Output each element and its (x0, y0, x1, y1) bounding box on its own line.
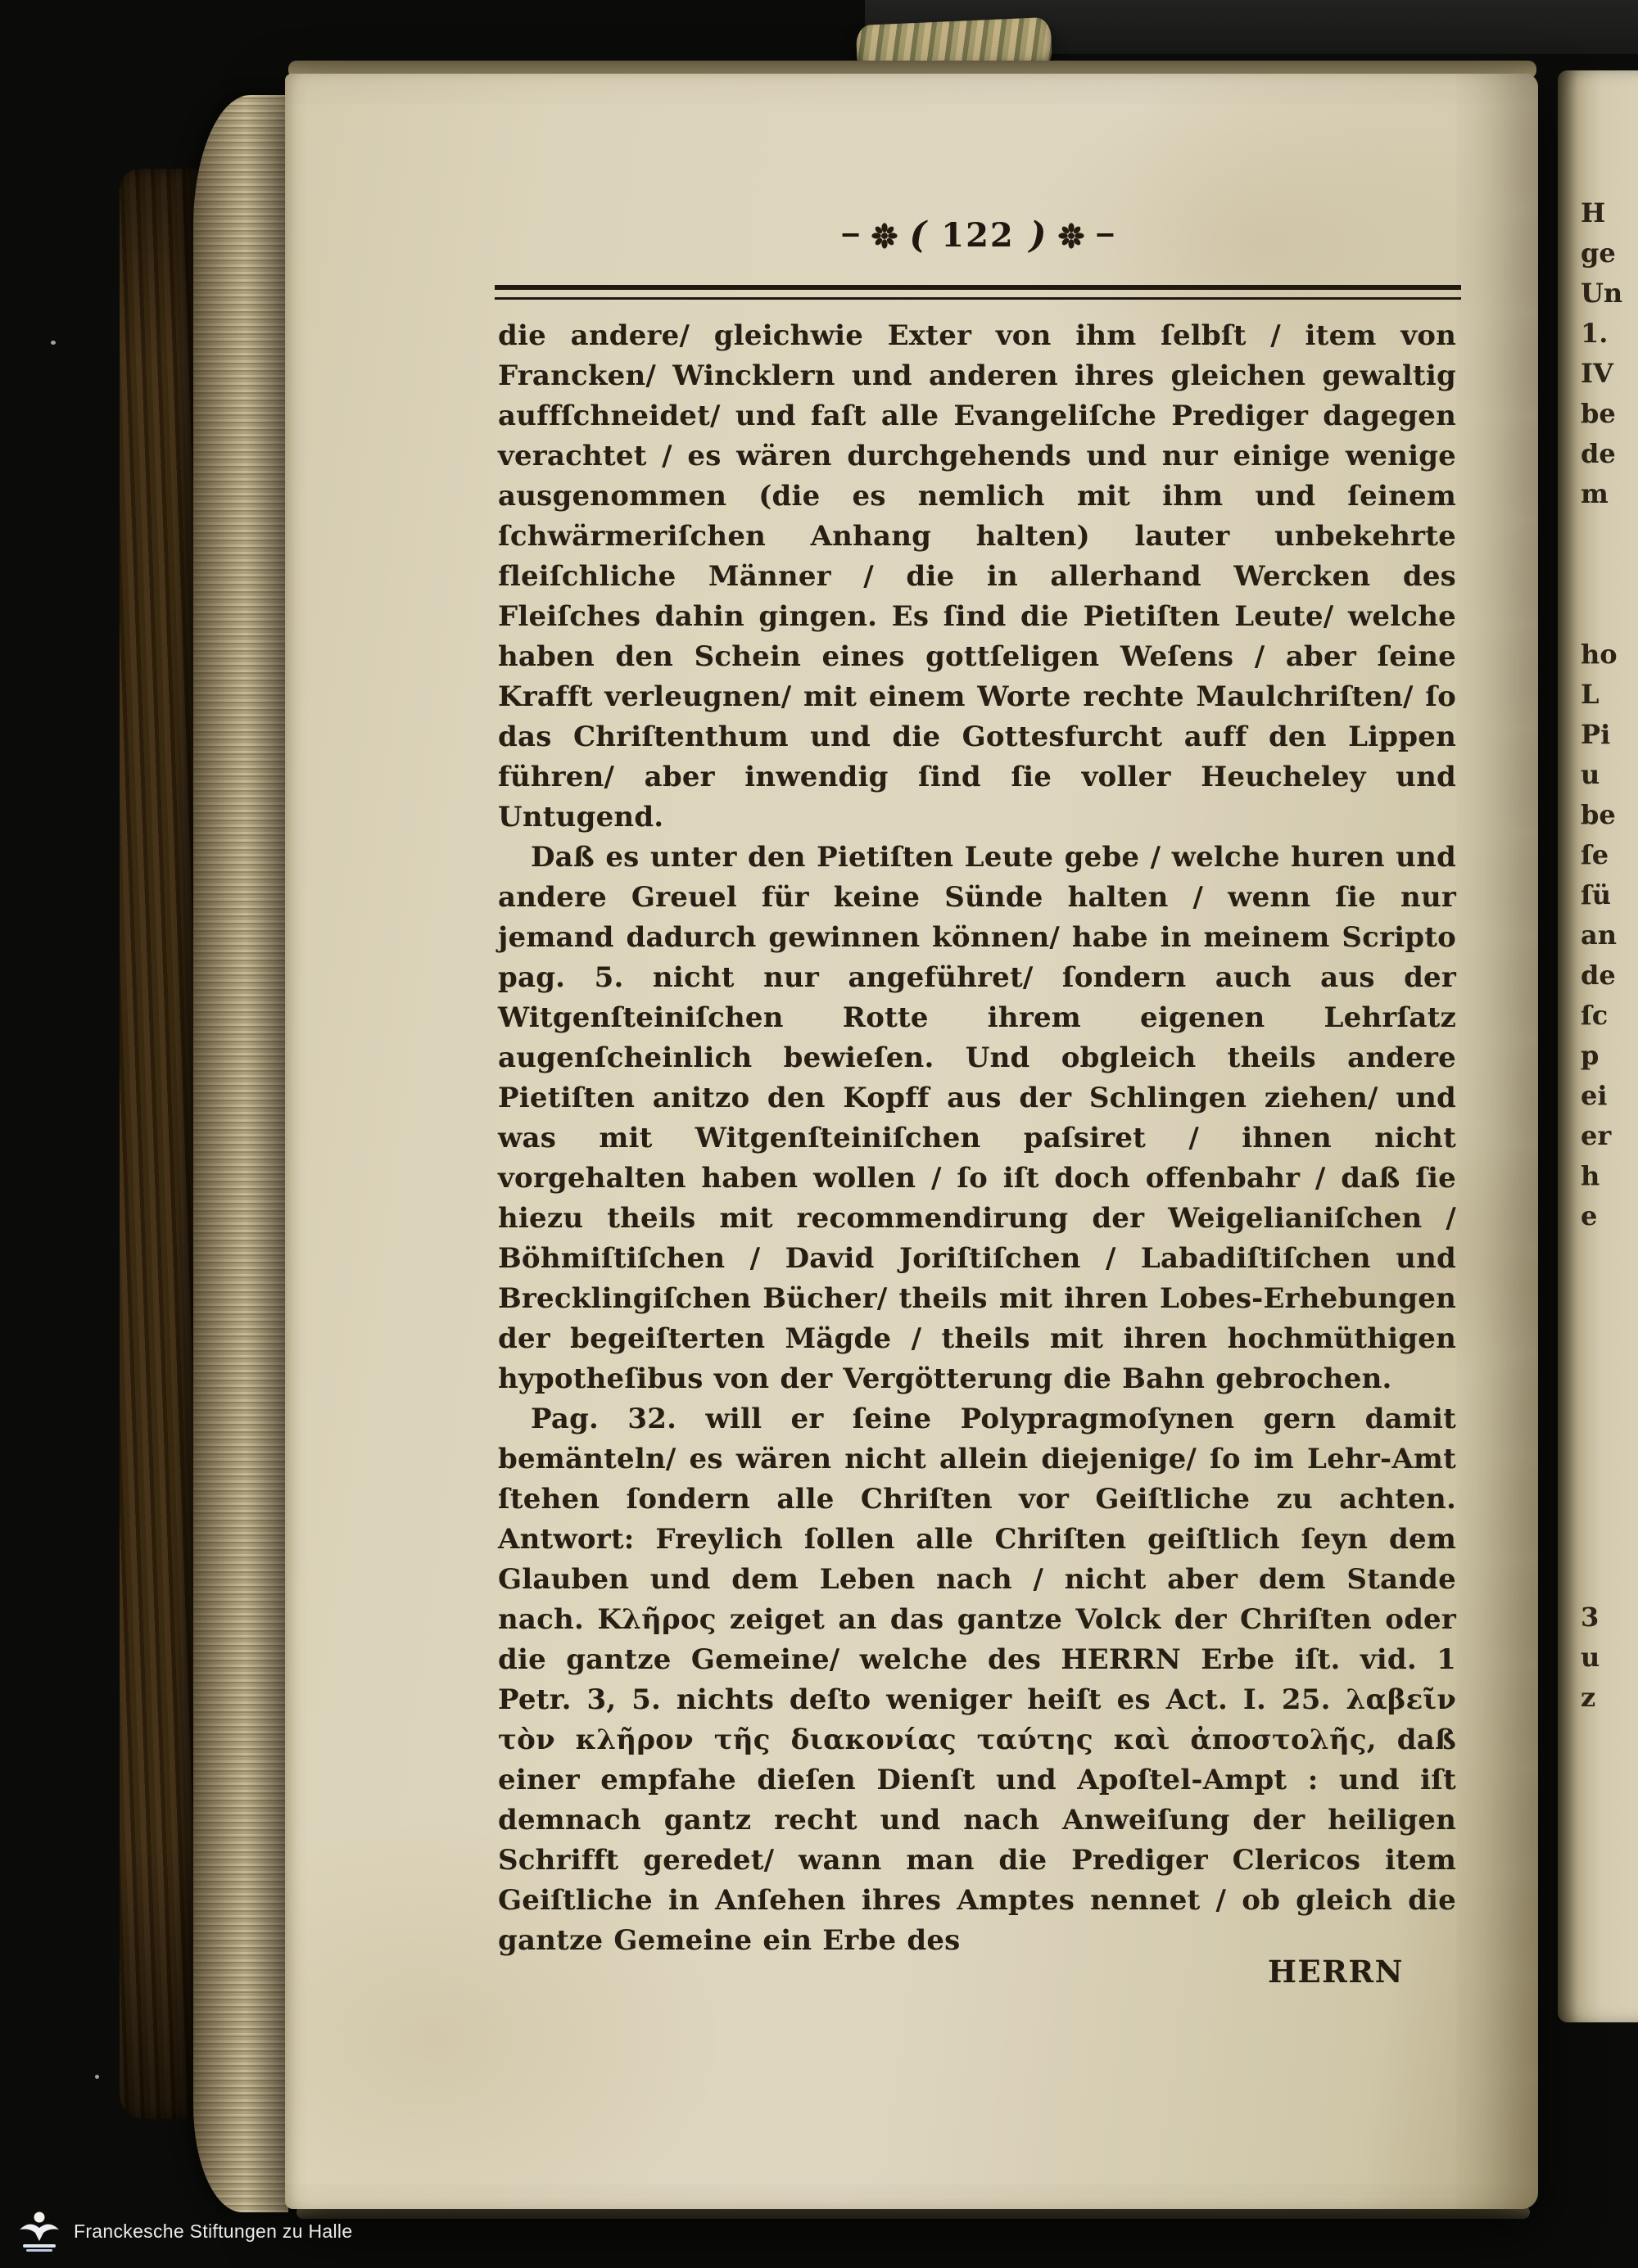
line-fragment: L (1581, 679, 1600, 710)
line-fragment: de (1581, 960, 1616, 991)
line-fragment: ſc (1581, 1000, 1609, 1031)
line-fragment: u (1581, 759, 1600, 790)
page-text (498, 316, 1456, 1961)
line-fragment: be (1581, 398, 1616, 429)
line-fragment (1581, 1477, 1638, 1517)
line-fragment: h (1581, 1160, 1600, 1191)
dust-speck (95, 2075, 99, 2079)
page-number: 122 (941, 216, 1015, 255)
library-watermark (18, 2204, 352, 2258)
line-fragment (1581, 1557, 1638, 1597)
line-fragment (1581, 1437, 1638, 1477)
franckesche-stiftungen-logo-icon (18, 2208, 61, 2254)
line-fragment (1581, 514, 1638, 554)
line-fragment: er (1581, 1120, 1612, 1151)
next-page-line-fragments (1558, 70, 1638, 1718)
dust-speck (51, 341, 56, 345)
rosette-ornament-icon (870, 221, 899, 251)
ornament-dash: ‒ (840, 216, 861, 250)
next-page-sliver (1558, 70, 1638, 2022)
line-fragment: be (1581, 799, 1616, 830)
book-page (285, 74, 1538, 2209)
line-fragment: u (1581, 1642, 1600, 1673)
line-fragment: H (1581, 197, 1606, 228)
line-fragment: p (1581, 1040, 1600, 1071)
line-fragment (1581, 594, 1638, 635)
page-number-open-paren: ( (909, 215, 927, 256)
book-cover-edge (120, 169, 200, 2119)
line-fragment: IV (1581, 358, 1613, 389)
line-fragment (1581, 1397, 1638, 1437)
line-fragment (1581, 554, 1638, 594)
line-fragment: an (1581, 919, 1617, 951)
line-fragment (1581, 1317, 1638, 1357)
page-stack-fore-edge (193, 95, 288, 2212)
line-fragment: Un (1581, 278, 1623, 309)
paragraph: Pag. 32. will er ſeine Polypragmoſynen gern damit bemänteln/ es wären nicht allein diejenige/ ſo im Lehr-Amt ſtehen ſondern alle Chriſten vor Geiſtliche zu achten. Antwort: Freylich ſollen alle Chriſten geiſtlich ſeyn dem Glauben und dem Leben nach / nicht aber dem Stande nach. Κλῆρος zeiget an das gantze Volck der Chriſten oder die gantze Gemeine/ welche des HERRN Erbe iſt. vid. 1 Petr. 3, 5. nichts deſto weniger heiſt es Act. I. 25. λαβεῖν τὸν κλῆρον τῆς διακονίας ταύτης καὶ ἀποστολῆς, daß einer empfahe dieſen Dienſt und Apoſtel-Ampt : und iſt demnach gantz recht und nach Anweiſung der heiligen Schrifft geredet/ wann man die Prediger Clericos item Geiſtliche in Anſehen ihres Amptes nennet / ob gleich die gantze Gemeine ein Erbe des (498, 1403, 1456, 1957)
page-number-close-paren: ) (1029, 215, 1047, 256)
line-fragment: Pi (1581, 719, 1611, 750)
line-fragment (1581, 1276, 1638, 1317)
line-fragment: de (1581, 438, 1616, 469)
rosette-ornament-icon (1057, 221, 1086, 251)
line-fragment: 1. (1581, 318, 1609, 349)
line-fragment: ge (1581, 237, 1616, 269)
paragraph: die andere/ gleichwie Exter von ihm ſelbſt / item von Francken/ Wincklern und anderen ihres gleichen gewaltig auffſchneidet/ und faſt alle Evangeliſche Prediger dagegen verachtet / es wären durchgehends und nur einige wenige ausgenommen (die es nemlich mit ihm und ſeinem ſchwärmeriſchen Anhang halten) lauter unbekehrte fleiſchliche Männer / die in allerhand Wercken des Fleiſches dahin gingen. Es ſind die Pietiſten Leute/ welche haben den Schein eines gottſeligen Weſens / aber ſeine Krafft verleugnen/ mit einem Worte rechte Maulchriſten/ ſo das Chriſtenthum und die Gottesfurcht auff den Lippen führen/ aber inwendig ſind ſie voller Heucheley und Untugend. (498, 319, 1456, 834)
line-fragment: ſü (1581, 879, 1612, 910)
line-fragment: m (1581, 478, 1609, 509)
line-fragment: 3 (1581, 1602, 1600, 1633)
line-fragment (1581, 1236, 1638, 1276)
watermark-label: Franckesche Stiftungen zu Halle (74, 2220, 353, 2242)
paragraph: Daß es unter den Pietiſten Leute gebe / welche huren und andere Greuel für keine Sünde halten / wenn ſie nur jemand dadurch gewinnen können/ habe in meinem Scripto pag. 5. nicht nur angeführet/ ſondern auch aus der Witgenſteiniſchen Rotte ihrem eigenen Lehrſatz augenſcheinlich bewieſen. Und obgleich theils andere Pietiſten anitzo den Kopff aus der Schlingen ziehen/ und was mit Witgenſteiniſchen paſsiret / ihnen nicht vorgehalten haben wollen / ſo iſt doch offenbahr / daß ſie hiezu theils mit recommendirung der Weigelianiſchen / Böhmiſtiſchen / David Joriſtiſchen / Labadiſtiſchen und Brecklingiſchen Bücher/ theils mit ihren Lobes-Erhebungen der begeiſterten Mägde / theils mit ihren hochmüthigen hypotheſibus von der Vergötterung die Bahn gebrochen. (498, 841, 1456, 1395)
line-fragment: e (1581, 1200, 1598, 1231)
line-fragment (1581, 1357, 1638, 1397)
header-double-rule (495, 285, 1461, 300)
line-fragment: ſe (1581, 839, 1609, 870)
line-fragment (1581, 1517, 1638, 1557)
line-fragment: ho (1581, 639, 1618, 670)
line-fragment: ei (1581, 1080, 1608, 1111)
catchword: HERRN (1268, 1954, 1404, 1990)
page-header (496, 215, 1459, 256)
line-fragment: z (1581, 1682, 1596, 1713)
ornament-dash: ‒ (1095, 216, 1115, 250)
